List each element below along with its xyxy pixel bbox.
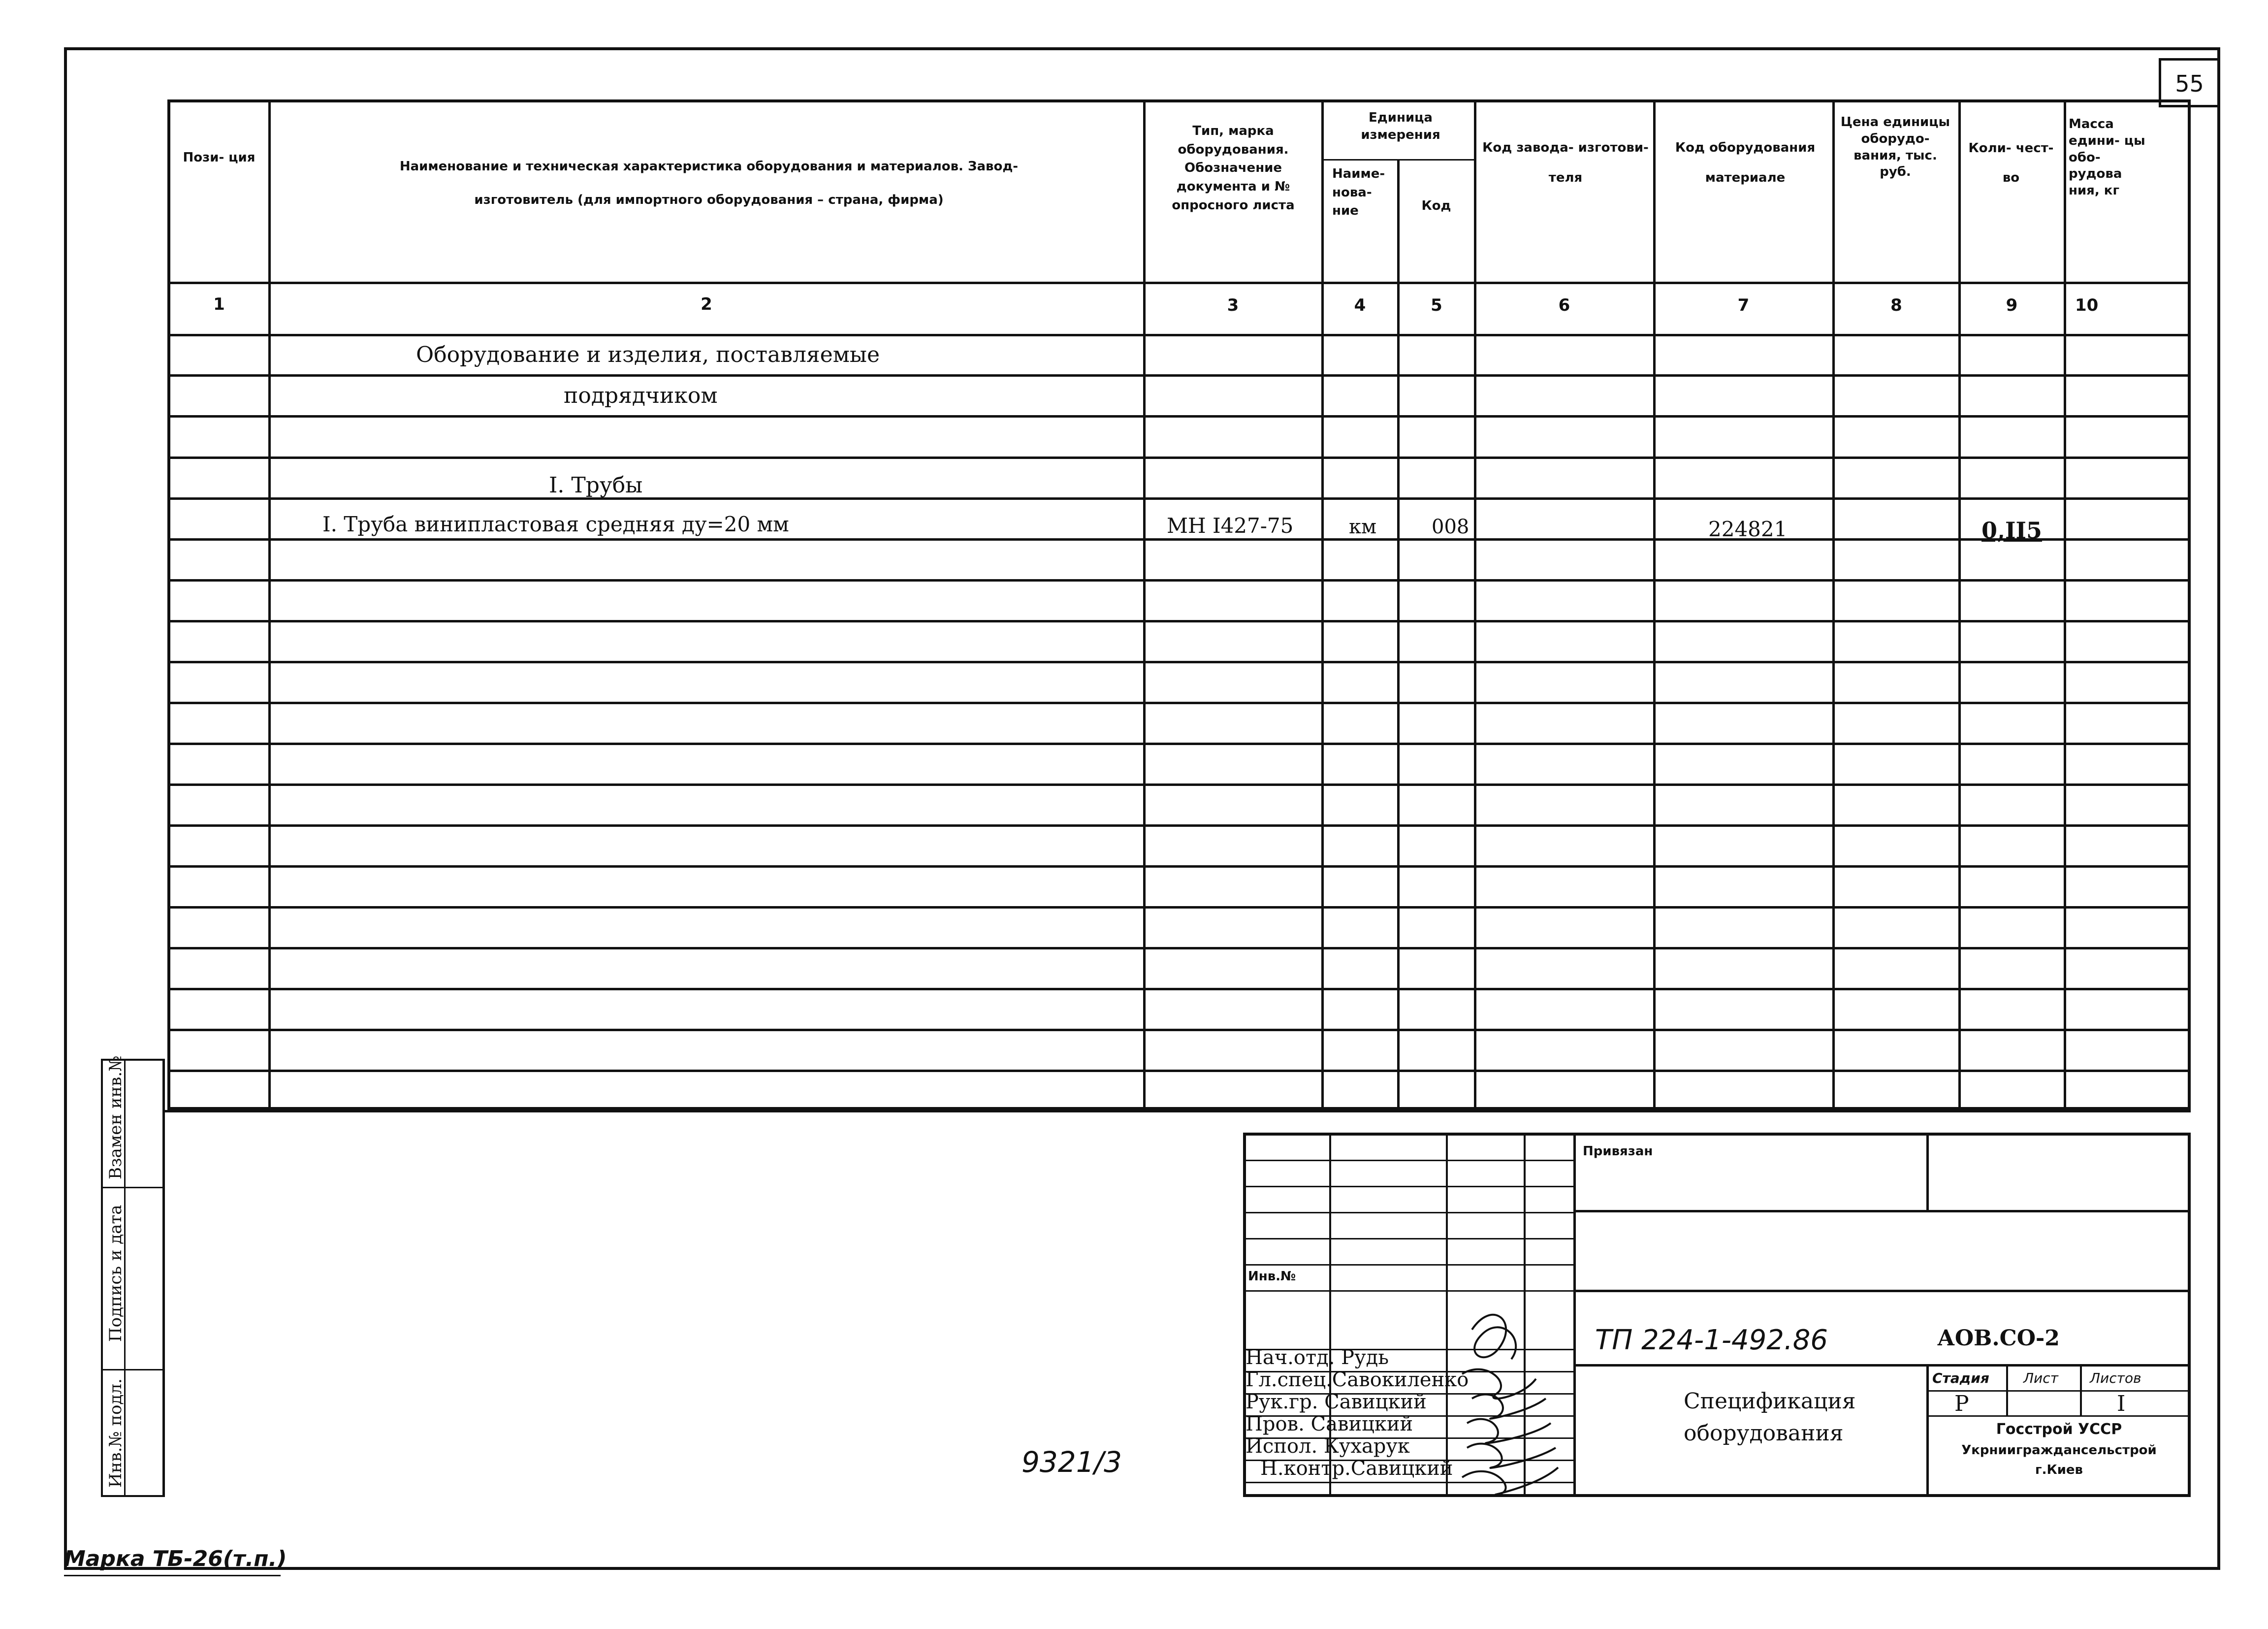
row1-material-code: 224821 (1708, 517, 1788, 541)
col-number: 5 (1431, 295, 1442, 315)
col-number: 6 (1558, 295, 1570, 315)
form-mark-underline (64, 1575, 281, 1576)
col-number: 1 (213, 294, 225, 314)
col-line (1321, 99, 1324, 1110)
tb-signature-6: Н.контр.Савицкий (1260, 1457, 1453, 1480)
doc-title-line1: Спецификация (1684, 1389, 1856, 1414)
col-number: 9 (2006, 295, 2018, 315)
org-line2: Укрниигражданcельстрой (1961, 1443, 2157, 1458)
tb-line (1243, 1238, 1574, 1239)
signature-scribble (1462, 1467, 1558, 1495)
row-line (167, 824, 2191, 827)
tb-line (1243, 1160, 1574, 1161)
header-material-code: Код оборудования материале (1675, 140, 1816, 186)
row1-quantity: 0,II5 (1981, 517, 2043, 544)
signature-scribbles (1452, 1300, 1570, 1497)
header-mass: Масса едини- цы обо- рудова ния, кг (2069, 117, 2145, 198)
group-title: I. Трубы (549, 473, 643, 498)
header-type: Тип, марка оборудования. Обозначение документа и № опросного листа (1172, 124, 1295, 213)
tb-signature-5: Испол. Кухарук (1246, 1435, 1410, 1458)
project-code: ТП 224-1-492.86 (1595, 1324, 1828, 1356)
signature-scribble (1472, 1315, 1516, 1359)
header-line (167, 282, 2191, 284)
tb-stage-vline (2080, 1364, 2082, 1416)
row-line (167, 579, 2191, 582)
header-unit-name: Наиме- нова- ние (1332, 166, 1385, 219)
signature-scribble (1467, 1444, 1556, 1468)
col-line (1653, 99, 1656, 1110)
col-line (1958, 99, 1961, 1110)
tb-inv-label: Инв.№ (1248, 1269, 1296, 1284)
spec-table (167, 99, 2191, 1110)
col-number: 10 (2075, 295, 2099, 315)
row1-unit: км (1349, 516, 1377, 538)
section-title-line1: Оборудование и изделия, поставляемые (416, 342, 880, 367)
row1-unit-code: 008 (1432, 516, 1469, 538)
org-line3: г.Киев (2035, 1463, 2083, 1477)
row-line (167, 783, 2191, 786)
tb-vline (1446, 1133, 1448, 1497)
header-price: Цена единицы оборудо- вания, тыс. руб. (1840, 115, 1950, 180)
signature-scribble (1472, 1395, 1546, 1419)
col-number: 4 (1354, 295, 1366, 315)
row-line (167, 538, 2191, 541)
col-line (2064, 99, 2066, 1110)
row-line (167, 415, 2191, 418)
row1-name: I. Труба винипластовая средняя ду=20 мм (322, 512, 789, 536)
tb-right-line (1573, 1210, 2191, 1212)
tb-right-vline (1926, 1364, 1929, 1497)
section-title-line2: подрядчиком (564, 383, 718, 408)
side-label-replacement: Взамен инв.№ (106, 1055, 126, 1179)
row-line (167, 865, 2191, 868)
row-line (167, 497, 2191, 500)
tb-right-line (1573, 1364, 2191, 1367)
form-mark: Марка ТБ-26(т.п.) (64, 1546, 287, 1571)
col-line (1832, 99, 1835, 1110)
col-line (1143, 99, 1146, 1110)
col-number: 3 (1227, 295, 1239, 315)
header-unit: Единица измерения (1361, 110, 1440, 143)
row-line (167, 620, 2191, 622)
side-stamp-line (101, 1369, 165, 1370)
header-name: Наименование и техническая характеристика оборудования и материалов. Завод-изготовитель (для импортного оборудования – страна, фирма) (399, 159, 1019, 207)
stage-label: Стадия (1932, 1370, 1989, 1386)
header-factory-code: Код завода- изготови- теля (1482, 140, 1649, 186)
doc-code: АОВ.СО-2 (1937, 1326, 2060, 1351)
col-number: 7 (1737, 295, 1750, 315)
tb-line (1243, 1290, 1574, 1292)
row1-type: МН I427-75 (1167, 514, 1294, 538)
col-number: 2 (701, 294, 712, 314)
tb-vline (1573, 1133, 1576, 1497)
side-label-inventory: Инв.№ подл. (106, 1378, 126, 1488)
row-line (167, 456, 2191, 459)
signature-scribble (1467, 1419, 1551, 1443)
tb-line (1243, 1264, 1574, 1266)
tb-signature-4: Пров. Савицкий (1246, 1413, 1413, 1435)
tb-signature-2: Гл.спец.Савокиленко (1246, 1368, 1469, 1391)
sheet-number: 55 (2175, 70, 2204, 97)
tb-line (1243, 1186, 1574, 1187)
number-row-line (167, 334, 2191, 336)
row-line (167, 947, 2191, 949)
archive-number: 9321/3 (1022, 1445, 1122, 1479)
header-quantity: Коли- чест- во (1968, 141, 2054, 185)
bottom-divider (162, 1110, 2191, 1112)
doc-title-line2: оборудования (1684, 1421, 1844, 1446)
tb-right-line (1573, 1290, 2191, 1292)
row-line (167, 1070, 2191, 1072)
stage-value: Р (1954, 1391, 1969, 1416)
tb-signature-3: Рук.гр. Савицкий (1246, 1391, 1427, 1413)
row-line (167, 661, 2191, 663)
row-line (167, 906, 2191, 909)
tb-line (1243, 1212, 1574, 1213)
row-line (167, 1029, 2191, 1031)
row-line (167, 988, 2191, 990)
col-line (1474, 99, 1476, 1110)
header-unit-code: Код (1421, 198, 1451, 213)
side-stamp-line (101, 1187, 165, 1188)
header-position: Пози- ция (183, 150, 256, 165)
tb-stage-vline (2006, 1364, 2008, 1416)
row-line (167, 702, 2191, 704)
header-subline (1321, 159, 1476, 161)
sheet-label: Лист (2023, 1370, 2058, 1386)
sheets-value: I (2117, 1391, 2126, 1416)
row-line (167, 743, 2191, 745)
row-line (167, 374, 2191, 377)
org-line1: Госстрой УССР (1996, 1421, 2122, 1438)
side-label-signature: Подпись и дата (106, 1205, 126, 1342)
sheets-label: Листов (2090, 1370, 2141, 1386)
tb-right-vline (1926, 1133, 1929, 1211)
signature-scribble (1462, 1369, 1536, 1399)
tb-attached-label: Привязан (1583, 1144, 1653, 1159)
tb-signature-1: Нач.отд. Рудь (1246, 1346, 1389, 1369)
col-number: 8 (1890, 295, 1902, 315)
col-line (268, 99, 271, 1110)
